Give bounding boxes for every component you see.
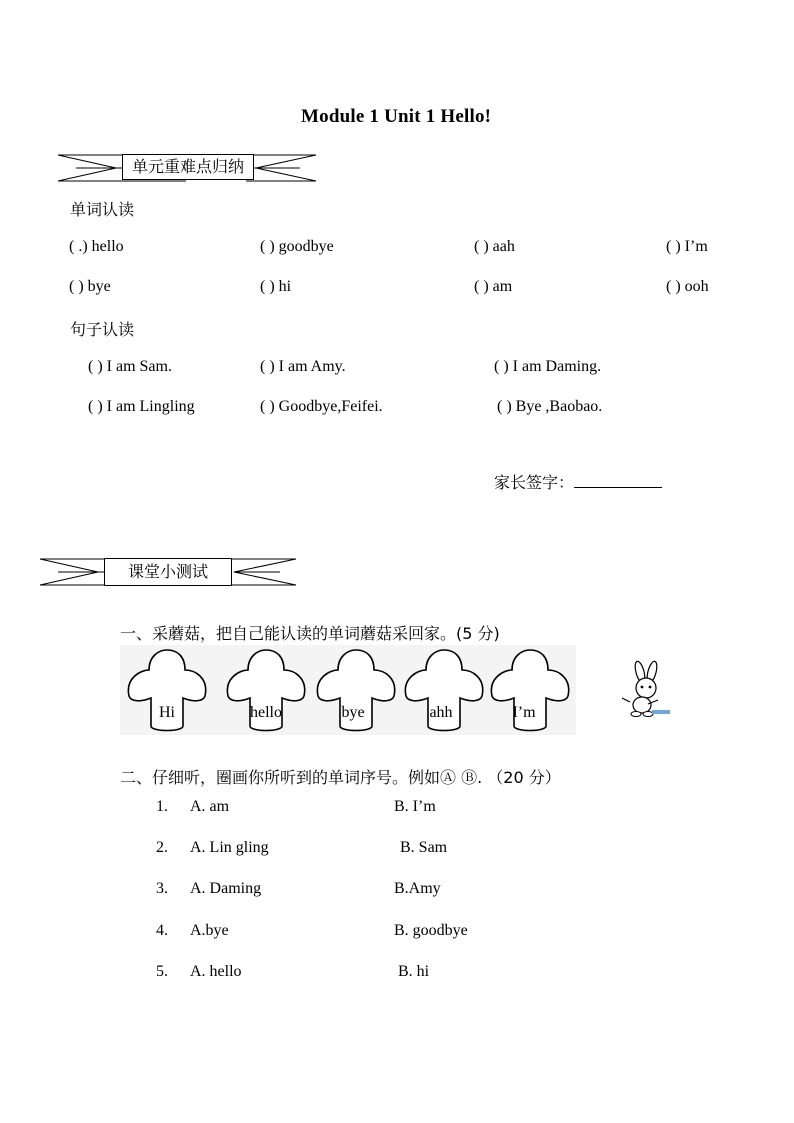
mushroom-word: bye	[341, 704, 365, 721]
banner-label: 课堂小测试	[104, 558, 232, 586]
option-b[interactable]: B. I’m	[394, 798, 436, 815]
mushroom-word: Hi	[159, 704, 175, 721]
item-number: 3.	[156, 880, 168, 897]
page-title: Module 1 Unit 1 Hello!	[301, 106, 492, 127]
option-b[interactable]: B. hi	[398, 963, 430, 980]
mushroom-card[interactable]	[224, 648, 308, 734]
option-a[interactable]: A.bye	[190, 922, 229, 939]
banner-label: 单元重难点归纳	[122, 154, 254, 180]
question-1: 一、采蘑菇，把自己能认读的单词蘑菇采回家。(5 分)	[120, 624, 500, 643]
option-a[interactable]: A. am	[190, 798, 230, 815]
section-banner-quiz	[38, 556, 298, 588]
sentence-item: ( ) Bye ,Baobao.	[497, 398, 603, 415]
sentences-heading: 句子认读	[70, 320, 135, 339]
word-item: ( ) aah	[474, 238, 515, 255]
option-b[interactable]: B.Amy	[394, 880, 441, 897]
sentence-item: ( ) I am Amy.	[260, 358, 346, 375]
option-a[interactable]: A. hello	[190, 963, 242, 980]
mushroom-card[interactable]	[402, 648, 486, 734]
option-b[interactable]: B. Sam	[400, 839, 448, 856]
item-number: 4.	[156, 922, 168, 939]
word-item: ( ) bye	[69, 278, 111, 295]
section-banner-review	[56, 153, 318, 183]
word-item: ( ) ooh	[666, 278, 709, 295]
words-heading: 单词认读	[70, 200, 135, 219]
sentence-item: ( ) I am Daming.	[494, 358, 602, 375]
option-a[interactable]: A. Lin gling	[190, 839, 269, 856]
item-number: 2.	[156, 839, 168, 856]
word-item: ( .) hello	[69, 238, 124, 255]
mushroom-word: ahh	[429, 704, 453, 721]
word-item: ( ) hi	[260, 278, 292, 295]
mushroom-card[interactable]	[314, 648, 398, 734]
word-item: ( ) goodbye	[260, 238, 334, 255]
sentence-item: ( ) I am Sam.	[88, 358, 172, 375]
mushroom-word: I’m	[512, 704, 536, 721]
word-item: ( ) am	[474, 278, 513, 295]
sentence-item: ( ) I am Lingling	[88, 398, 195, 415]
item-number: 1.	[156, 798, 168, 815]
option-b[interactable]: B. goodbye	[394, 922, 468, 939]
question-2: 二、仔细听，圈画你所听到的单词序号。例如Ⓐ Ⓑ. （20 分）	[120, 768, 561, 787]
mushroom-card[interactable]	[488, 648, 574, 734]
signature-label: 家长签字：	[494, 473, 575, 492]
sentence-item: ( ) Goodbye,Feifei.	[260, 398, 383, 415]
parent-signature	[494, 470, 662, 493]
word-item: ( ) I’m	[666, 238, 708, 255]
rabbit-icon	[618, 660, 672, 718]
option-a[interactable]: A. Daming	[190, 880, 262, 897]
signature-blank[interactable]	[574, 473, 662, 488]
mushroom-word: hello	[250, 704, 282, 721]
item-number: 5.	[156, 963, 168, 980]
mushroom-card[interactable]	[123, 648, 211, 734]
